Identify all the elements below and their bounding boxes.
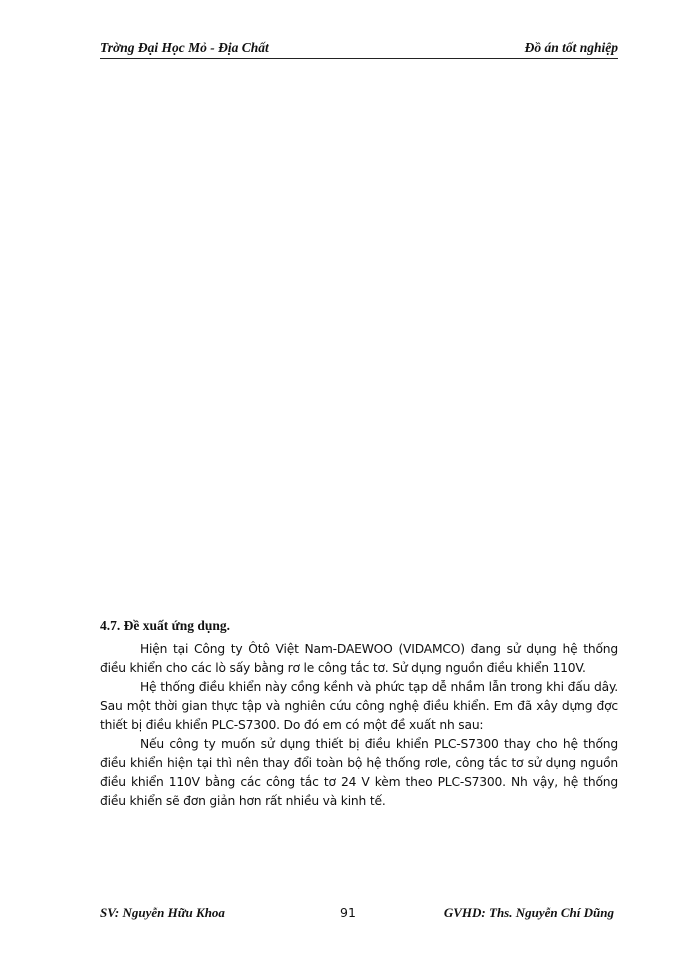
page-footer [100,905,618,923]
header-school: Trờng Đại Học Mỏ - Địa Chất [100,40,269,55]
section-heading: 4.7. Đề xuất ứng dụng. [100,618,231,633]
paragraph-3: Nếu công ty muốn sử dụng thiết bị điều khiển PLC-S7300 thay cho hệ thống điều khiển hiện tại thì nên thay đổi toàn bộ hệ thống rơle, công tắc tơ sử dụng nguồn điều khiển 110V bằng các công tắc tơ 24 V kèm theo PLC-S7300. Nh vậy, hệ thống điều khiển sẽ đơn giản hơn rất nhiều và kinh tế. [100,737,618,808]
paragraph-1: Hiện tại Công ty Ôtô Việt Nam-DAEWOO (VIDAMCO) đang sử dụng hệ thống điều khiển cho các lò sấy bằng rơ le công tắc tơ. Sử dụng nguồn điều khiển 110V. [100,642,618,675]
page-number: 91 [340,905,356,920]
section-4-7 [100,618,618,811]
footer-student: SV: Nguyễn Hữu Khoa [100,905,225,920]
page-header [100,40,618,59]
header-doc-type: Đồ án tốt nghiệp [524,40,618,55]
footer-advisor: GVHD: Ths. Nguyễn Chí Dũng [443,905,614,920]
paragraph-2: Hệ thống điều khiển này cồng kềnh và phức tạp dễ nhầm lẫn trong khi đấu dây. Sau một thời gian thực tập và nghiên cứu công nghệ điều khiển. Em đã xây dựng đợc thiết bị điều khiển PLC-S7300. Do đó em có một đề xuất nh sau: [100,680,618,732]
